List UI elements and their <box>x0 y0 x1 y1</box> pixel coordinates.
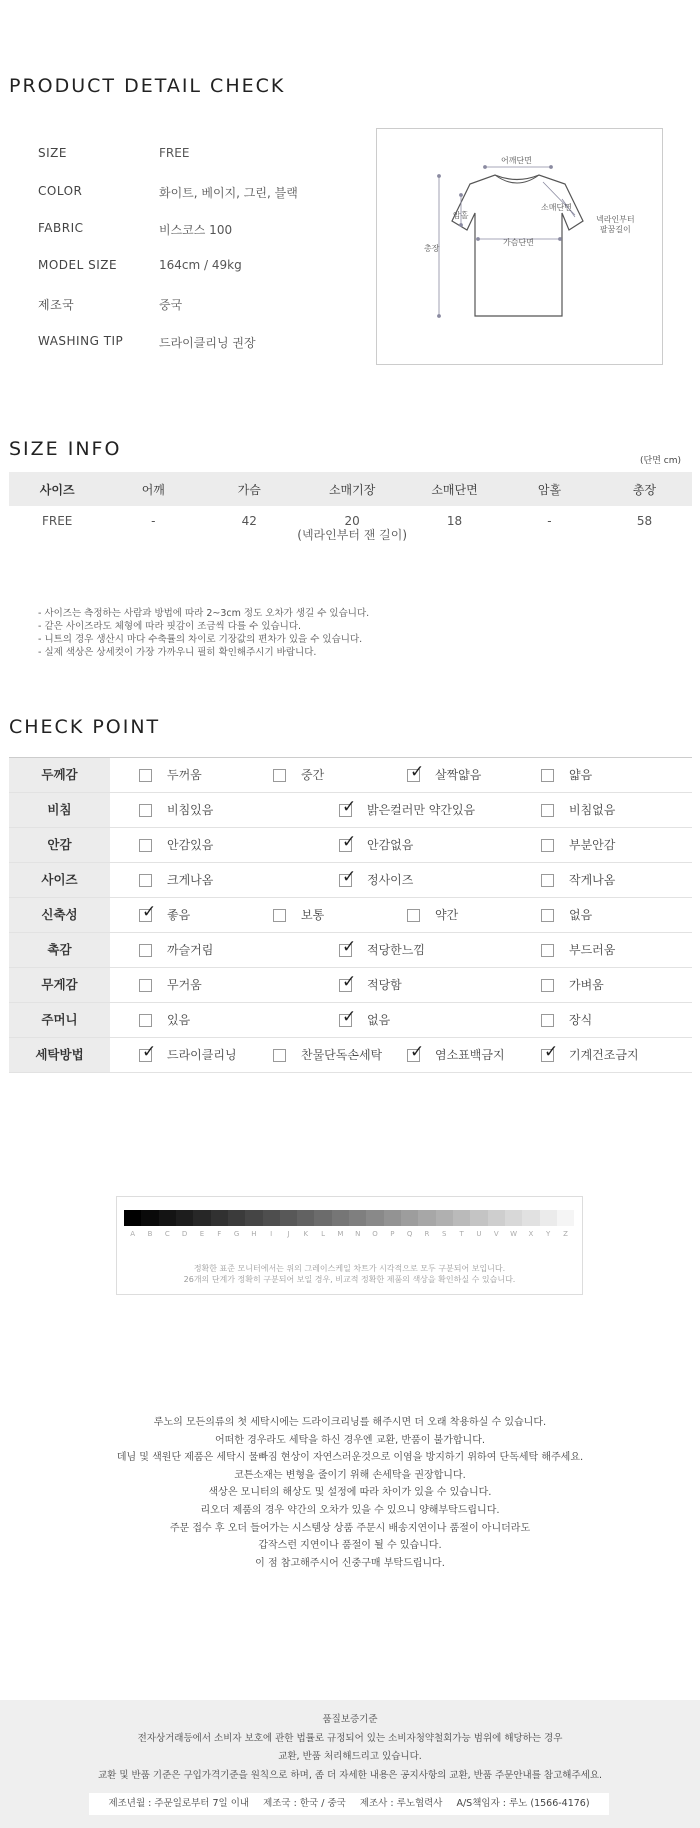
size-table-row <box>9 506 692 552</box>
grayscale-letter: B <box>147 1230 153 1238</box>
footer-text <box>0 1711 700 1785</box>
checkmark-icon: ✓ <box>342 1007 357 1027</box>
grayscale-swatch <box>540 1210 557 1226</box>
detail-title: PRODUCT DETAIL CHECK <box>9 75 286 97</box>
checked-checkbox-icon[interactable] <box>339 867 357 887</box>
size-note: - 실제 색상은 상세컷이 가장 가까우니 필히 확인해주시기 바랍니다. <box>38 647 317 658</box>
diagram-label-armhole: 암홀 <box>453 211 469 220</box>
check-option-label: 크게나옴 <box>167 873 214 887</box>
footer-info-item: 제조년월 : 주문일로부터 7일 이내 <box>108 1798 250 1809</box>
check-option-label: 적당한느낌 <box>367 943 425 957</box>
grayscale-swatch <box>124 1210 141 1226</box>
checkmark-icon: ✓ <box>410 1042 425 1062</box>
grayscale-letter: F <box>217 1230 222 1238</box>
footer-line: 교환, 반품 처리해드리고 있습니다. <box>278 1751 422 1762</box>
check-option-label: 없음 <box>569 908 593 922</box>
unchecked-checkbox-icon[interactable] <box>541 979 554 992</box>
checked-checkbox-icon[interactable] <box>541 1042 559 1062</box>
check-option-label: 장식 <box>569 1013 593 1027</box>
check-row-label: 두께감 <box>9 758 110 792</box>
check-option-label: 적당함 <box>367 978 402 992</box>
check-option-label: 밝은컬러만 약간있음 <box>367 803 476 817</box>
check-option-label: 안감없음 <box>367 838 414 852</box>
grayscale-letter: Q <box>406 1230 413 1238</box>
check-option-label: 부분안감 <box>569 838 616 852</box>
detail-value: FREE <box>159 146 190 160</box>
quality-footer <box>0 1700 700 1828</box>
checkmark-icon: ✓ <box>410 762 425 782</box>
measurement-diagram <box>376 128 663 365</box>
size-header-cell: 어깨 <box>105 472 201 506</box>
grayscale-swatch <box>418 1210 435 1226</box>
care-line: 이 점 참고해주시어 신중구매 부탁드립니다. <box>255 1557 445 1569</box>
grayscale-letter: E <box>199 1230 205 1238</box>
checkmark-icon: ✓ <box>342 867 357 887</box>
grayscale-letter: Z <box>563 1230 568 1238</box>
grayscale-letter: I <box>270 1230 273 1238</box>
grayscale-letter: H <box>251 1230 257 1238</box>
grayscale-letter: Y <box>546 1230 551 1238</box>
check-row-label: 주머니 <box>9 1003 110 1037</box>
check-row-label: 무게감 <box>9 968 110 1002</box>
detail-label: COLOR <box>38 184 83 198</box>
check-option-label: 보통 <box>301 908 325 922</box>
unchecked-checkbox-icon[interactable] <box>541 874 554 887</box>
detail-value: 비스코스 100 <box>159 223 233 237</box>
care-line: 코튼소재는 변형을 줄이기 위해 손세탁을 권장합니다. <box>234 1469 466 1481</box>
check-option-label: 기계건조금지 <box>569 1048 639 1062</box>
grayscale-swatch <box>384 1210 401 1226</box>
size-cell: - <box>547 514 552 528</box>
size-note: - 니트의 경우 생산시 마다 수축률의 차이로 기장값의 편차가 있을 수 있습니다. <box>38 634 363 645</box>
grayscale-letter: S <box>442 1230 447 1238</box>
size-note: - 같은 사이즈라도 체형에 따라 핏감이 조금씩 다를 수 있습니다. <box>38 621 302 632</box>
check-row-label: 촉감 <box>9 933 110 967</box>
footer-line: 전자상거래등에서 소비자 보호에 관한 법률로 규정되어 있는 소비자청약철회가능 범위에 해당하는 경우 <box>137 1732 563 1744</box>
grayscale-letter: M <box>337 1230 344 1238</box>
detail-label: 제조국 <box>38 298 75 312</box>
grayscale-swatch <box>522 1210 539 1226</box>
footer-info-item: 제조국 : 한국 / 중국 <box>263 1798 346 1809</box>
size-header-cell: 소매기장 <box>297 472 407 506</box>
care-line: 색상은 모니터의 해상도 및 설정에 따라 차이가 있을 수 있습니다. <box>208 1487 492 1499</box>
care-line: 데님 및 색원단 제품은 세탁시 물빠짐 현상이 자연스러운것으로 이염을 방지하기 위하여 단독세탁 해주세요. <box>116 1452 584 1464</box>
unchecked-checkbox-icon[interactable] <box>139 874 152 887</box>
size-header-cell: 총장 <box>597 472 692 506</box>
size-cell: 42 <box>241 514 257 528</box>
grayscale-letter: G <box>233 1230 240 1238</box>
diagram-label-shoulder: 어깨단면 <box>501 156 532 165</box>
check-row <box>9 898 692 933</box>
grayscale-letter: A <box>130 1230 136 1238</box>
unchecked-checkbox-icon[interactable] <box>541 769 554 782</box>
grayscale-swatch <box>332 1210 349 1226</box>
checked-checkbox-icon[interactable] <box>339 832 357 852</box>
footer-info-strip <box>89 1793 609 1815</box>
checked-checkbox-icon[interactable] <box>407 1042 425 1062</box>
grayscale-note <box>117 1263 582 1285</box>
check-option-label: 약간 <box>435 908 459 922</box>
unchecked-checkbox-icon[interactable] <box>139 979 152 992</box>
detail-value: 중국 <box>159 298 183 312</box>
footer-info-item: 제조사 : 루노협력사 <box>359 1798 443 1809</box>
care-line: 어떠한 경우라도 세탁을 하신 경우엔 교환, 반품이 불가합니다. <box>214 1434 486 1446</box>
grayscale-letter: N <box>355 1230 361 1238</box>
detail-value: 드라이클리닝 권장 <box>159 336 256 350</box>
grayscale-swatch <box>176 1210 193 1226</box>
grayscale-letter: U <box>476 1230 482 1238</box>
grayscale-swatch <box>505 1210 522 1226</box>
unchecked-checkbox-icon[interactable] <box>541 944 554 957</box>
check-option-label: 안감있음 <box>167 838 214 852</box>
detail-label: FABRIC <box>38 221 84 235</box>
checkmark-icon: ✓ <box>342 832 357 852</box>
check-option-label: 있음 <box>167 1013 191 1027</box>
size-table <box>9 472 692 552</box>
size-header-cell: 암홀 <box>502 472 597 506</box>
unchecked-checkbox-icon[interactable] <box>273 909 286 922</box>
care-line: 루노의 모든의류의 첫 세탁시에는 드라이크리닝를 해주시면 더 오래 착용하실 수 있습니다. <box>153 1417 547 1428</box>
size-cell: FREE <box>41 514 73 528</box>
checkmark-icon: ✓ <box>142 902 157 922</box>
check-row <box>9 968 692 1003</box>
size-unit: (단면 cm) <box>640 456 681 466</box>
unchecked-checkbox-icon[interactable] <box>139 1014 152 1027</box>
checkmark-icon: ✓ <box>342 797 357 817</box>
checked-checkbox-icon[interactable] <box>407 762 425 782</box>
grayscale-letters <box>124 1230 574 1238</box>
grayscale-swatch <box>228 1210 245 1226</box>
check-row-label: 사이즈 <box>9 863 110 897</box>
check-option-label: 비침없음 <box>569 803 616 817</box>
check-point-title: CHECK POINT <box>9 716 161 738</box>
care-line: 갑작스런 지연이나 품절이 될 수 있습니다. <box>258 1540 442 1552</box>
check-option-label: 정사이즈 <box>367 873 414 887</box>
care-line: 리오더 제품의 경우 약간의 오차가 있을 수 있으니 양해부탁드립니다. <box>200 1504 500 1516</box>
grayscale-letter: L <box>321 1230 326 1238</box>
diagram-label-chest: 가슴단면 <box>503 238 534 247</box>
unchecked-checkbox-icon[interactable] <box>139 769 152 782</box>
check-option-label: 얇음 <box>569 768 593 782</box>
grayscale-swatch <box>401 1210 418 1226</box>
unchecked-checkbox-icon[interactable] <box>139 944 152 957</box>
check-option-label: 작게나옴 <box>569 873 616 887</box>
checked-checkbox-icon[interactable] <box>139 902 157 922</box>
check-option-label: 살짝얇음 <box>435 768 482 782</box>
check-row <box>9 758 692 793</box>
checkmark-icon: ✓ <box>544 1042 559 1062</box>
checked-checkbox-icon[interactable] <box>339 797 357 817</box>
care-notes <box>0 1414 700 1572</box>
grayscale-letter: P <box>390 1230 395 1238</box>
grayscale-swatch <box>314 1210 331 1226</box>
size-table-header <box>9 472 692 506</box>
unchecked-checkbox-icon[interactable] <box>139 804 152 817</box>
diagram-label-sleeve-width: 소매단면 <box>541 203 572 212</box>
diagram-label-neck-to-sleeve: 넥라인부터 팔꿈길이 <box>596 215 635 234</box>
grayscale-swatch <box>453 1210 470 1226</box>
grayscale-letter: C <box>164 1230 170 1238</box>
check-row-label: 안감 <box>9 828 110 862</box>
grayscale-swatch <box>141 1210 158 1226</box>
check-option-label: 염소표백금지 <box>435 1048 505 1062</box>
grayscale-swatch <box>159 1210 176 1226</box>
grayscale-chart <box>116 1196 583 1295</box>
size-info-title: SIZE INFO <box>9 438 122 460</box>
check-option-label: 무거움 <box>167 978 202 992</box>
check-option-label: 부드러움 <box>569 943 616 957</box>
check-option-label: 드라이클리닝 <box>167 1048 237 1062</box>
footer-heading: 품질보증기준 <box>322 1714 378 1725</box>
unchecked-checkbox-icon[interactable] <box>541 804 554 817</box>
size-header-cell: 사이즈 <box>9 472 105 506</box>
size-header-cell: 가슴 <box>201 472 297 506</box>
grayscale-swatch <box>193 1210 210 1226</box>
check-option-label: 비침있음 <box>167 803 214 817</box>
grayscale-swatch <box>245 1210 262 1226</box>
grayscale-note-line: 26개의 단계가 정확히 구분되어 보일 경우, 비교적 정확한 제품의 색상을 확인하실 수 있습니다. <box>183 1275 516 1284</box>
check-row-label: 신축성 <box>9 898 110 932</box>
grayscale-letter: W <box>510 1230 517 1238</box>
check-option-label: 없음 <box>367 1013 391 1027</box>
check-option-label: 까슬거림 <box>167 943 214 957</box>
detail-label: MODEL SIZE <box>38 258 118 272</box>
detail-value: 164cm / 49kg <box>159 258 242 272</box>
grayscale-letter: T <box>459 1230 464 1238</box>
unchecked-checkbox-icon[interactable] <box>273 1049 286 1062</box>
unchecked-checkbox-icon[interactable] <box>541 839 554 852</box>
grayscale-swatch <box>280 1210 297 1226</box>
checked-checkbox-icon[interactable] <box>339 972 357 992</box>
grayscale-letter: O <box>372 1230 378 1238</box>
size-cell: - <box>151 514 156 528</box>
grayscale-letter: V <box>493 1230 499 1238</box>
checked-checkbox-icon[interactable] <box>339 1007 357 1027</box>
footer-line: 교환 및 반품 기준은 구입가격기준을 원칙으로 하며, 좀 더 자세한 내용은 공지사항의 교환, 반품 주문안내를 참고해주세요. <box>97 1769 603 1781</box>
size-cell: 20 (넥라인부터 잰 길이) <box>297 514 407 542</box>
grayscale-note-line: 정확한 표준 모니터에서는 위의 그레이스케일 차트가 시각적으로 모두 구분되어 보입니다. <box>193 1264 506 1273</box>
detail-label: WASHING TIP <box>38 334 124 348</box>
checked-checkbox-icon[interactable] <box>139 1042 157 1062</box>
size-notes <box>38 607 369 659</box>
grayscale-swatch <box>436 1210 453 1226</box>
size-cell: 18 <box>446 514 463 528</box>
care-line: 주문 접수 후 오더 들어가는 시스템상 상품 주문시 배송지연이나 품절이 아니더라도 <box>169 1522 531 1534</box>
grayscale-letter: K <box>303 1230 309 1238</box>
grayscale-swatches <box>124 1210 574 1226</box>
unchecked-checkbox-icon[interactable] <box>407 909 420 922</box>
grayscale-letter: R <box>424 1230 430 1238</box>
footer-info-item: A/S책임자 : 루노 (1566-4176) <box>456 1798 590 1809</box>
grayscale-swatch <box>488 1210 505 1226</box>
check-option-label: 두꺼움 <box>167 768 202 782</box>
grayscale-swatch <box>297 1210 314 1226</box>
grayscale-letter: D <box>181 1230 188 1238</box>
check-option-label: 가벼움 <box>569 978 604 992</box>
grayscale-swatch <box>211 1210 228 1226</box>
check-row <box>9 793 692 828</box>
grayscale-swatch <box>470 1210 487 1226</box>
grayscale-swatch <box>366 1210 383 1226</box>
check-row-label: 비침 <box>9 793 110 827</box>
check-row <box>9 828 692 863</box>
unchecked-checkbox-icon[interactable] <box>273 769 286 782</box>
checkmark-icon: ✓ <box>342 972 357 992</box>
check-row <box>9 1003 692 1038</box>
checkmark-icon: ✓ <box>142 1042 157 1062</box>
detail-label: SIZE <box>38 146 67 160</box>
check-row <box>9 933 692 968</box>
size-cell: 58 <box>636 514 653 528</box>
grayscale-swatch <box>557 1210 574 1226</box>
grayscale-swatch <box>263 1210 280 1226</box>
unchecked-checkbox-icon[interactable] <box>139 839 152 852</box>
unchecked-checkbox-icon[interactable] <box>541 1014 554 1027</box>
size-header-cell: 소매단면 <box>407 472 502 506</box>
checkmark-icon: ✓ <box>342 937 357 957</box>
check-row <box>9 863 692 898</box>
check-row-label: 세탁방법 <box>9 1038 110 1072</box>
grayscale-letter: J <box>287 1230 290 1238</box>
detail-value: 화이트, 베이지, 그린, 블랙 <box>159 186 298 200</box>
check-option-label: 좋음 <box>167 908 191 922</box>
check-option-label: 찬물단독손세탁 <box>301 1048 383 1062</box>
check-row <box>9 1038 692 1073</box>
size-note: - 사이즈는 측정하는 사람과 방법에 따라 2~3cm 정도 오차가 생길 수 있습니다. <box>38 608 370 619</box>
check-option-label: 중간 <box>301 768 325 782</box>
grayscale-swatch <box>349 1210 366 1226</box>
diagram-label-length: 총장 <box>424 244 440 253</box>
grayscale-letter: X <box>528 1230 534 1238</box>
unchecked-checkbox-icon[interactable] <box>541 909 554 922</box>
checked-checkbox-icon[interactable] <box>339 937 357 957</box>
